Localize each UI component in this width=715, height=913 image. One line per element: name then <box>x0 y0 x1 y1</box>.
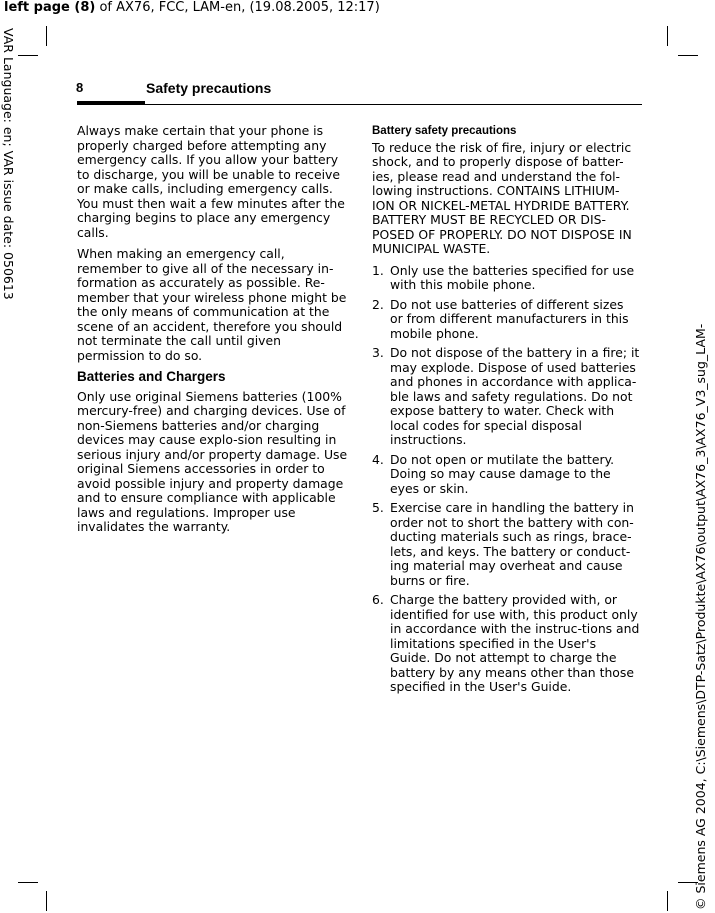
side-copyright-info <box>692 320 712 910</box>
list-number: 4. <box>372 451 384 467</box>
list-text: Only use the batteries specified for use with this mobile phone. <box>390 262 635 292</box>
header-rule <box>145 104 642 105</box>
list-number: 2. <box>372 296 384 312</box>
paragraph: To reduce the risk of fire, injury or electric shock, and to properly dispose of batter-ies, please read and understand the fol-lowing instructions. CONTAINS LITHIUM-ION OR NICKEL-METAL HYDRIDE BATTERY. BATTERY MUST BE RECYCLED OR DIS-POSED OF PROPERLY. DO NOT DISPOSE IN MUNICIPAL WASTE. <box>372 139 632 256</box>
crop-mark <box>46 26 47 46</box>
crop-mark <box>46 891 47 911</box>
list-text: Do not use batteries of different sizes or from different manufacturers in this mobile phone. <box>390 296 629 341</box>
crop-mark <box>18 882 38 883</box>
list-item <box>372 453 640 497</box>
print-header-info: of AX76, FCC, LAM-en, (19.08.2005, 12:17) <box>95 0 380 15</box>
crop-mark <box>678 55 698 56</box>
subsection-heading: Battery safety precautions <box>372 125 517 137</box>
crop-mark <box>18 55 38 56</box>
paragraph: Only use original Siemens batteries (100% mercury-free) and charging devices. Use of non-Siemens batteries and/or charging devices may cause explo-sion resulting in serious injury and/or property damage. Use original Siemens accessories in order to avoid possible injury and property damage and to ensure compliance with applicable laws and regulations. Improper use invalidates the warranty. <box>77 388 348 534</box>
list-text: Exercise care in handling the battery in order not to short the battery with con-ducting materials such as rings, brace-lets, and keys. The battery or conduct-ing material may overheat and cause burns or fire. <box>390 500 634 588</box>
list-item <box>372 346 640 448</box>
paragraph: When making an emergency call, remember to give all of the necessary in-formation as accurately as possible. Re-member that your wireless phone might be the only means of communication at the scene of an accident, therefore you should not terminate the call until given permission to do so. <box>77 246 347 363</box>
page-title: Safety precautions <box>146 80 272 96</box>
list-number: 6. <box>372 592 384 607</box>
side-copyright-text: © Siemens AG 2004, C:\Siemens\DTP-Satz\Produkte\AX76\output\AX76_3\AX76_V3_sug_LAM- <box>693 323 708 910</box>
side-language-text: VAR Language: en; VAR issue date: 050613 <box>1 28 16 300</box>
header-rule-thick <box>77 101 145 105</box>
list-text: Do not open or mutilate the battery. Doing so may cause damage to the eyes or skin. <box>390 451 615 496</box>
list-item <box>372 501 640 588</box>
section-heading: Batteries and Chargers <box>77 369 226 384</box>
list-item <box>372 264 640 293</box>
print-header-page: left page (8) <box>4 0 96 15</box>
numbered-list <box>372 264 640 695</box>
crop-mark <box>667 891 668 911</box>
list-text: Charge the battery provided with, or identified for use with, this product only in accordance with the instruc-tions and limitations specified in the User's Guide. Do not attempt to charge the battery by any means other than those specified in the User's Guide. <box>390 592 640 694</box>
list-number: 3. <box>372 345 384 360</box>
list-item <box>372 593 640 695</box>
paragraph: Always make certain that your phone is properly charged before attempting any emergency calls. If you allow your battery to discharge, you will be unable to receive or make calls, including emergency calls. You must then wait a few minutes after the charging begins to place any emergency calls. <box>77 123 345 240</box>
left-column <box>77 124 349 542</box>
list-item <box>372 298 640 342</box>
page-number: 8 <box>76 80 84 95</box>
print-header <box>4 0 380 15</box>
right-column <box>372 124 640 700</box>
crop-mark <box>667 26 668 46</box>
list-number: 1. <box>372 262 384 278</box>
list-text: Do not dispose of the battery in a fire; it may explode. Dispose of used batteries and phones in accordance with applica-ble laws and safety regulations. Do not expose battery to water. Check with local codes for special disposal instructions. <box>390 345 640 447</box>
side-language-info <box>0 28 20 328</box>
list-number: 5. <box>372 500 384 515</box>
